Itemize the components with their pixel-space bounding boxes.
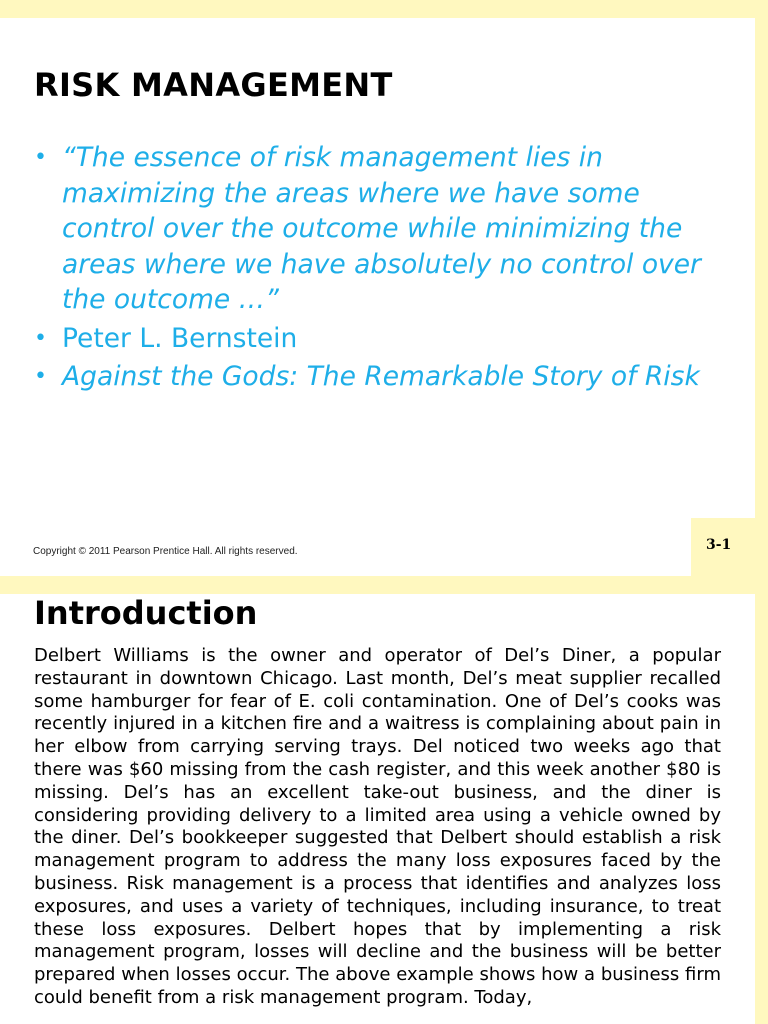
bullet-quote-text: “The essence of risk management lies in maximizing the areas where we have some control over the outcome while minimizing the areas where we have absolutely no control over the outcome …” (62, 142, 701, 315)
page-number: 3-1 (706, 537, 732, 553)
introduction-page (0, 594, 755, 1024)
bullet-icon: • (34, 325, 47, 351)
bullet-author-text: Peter L. Bernstein (62, 322, 298, 354)
bullet-list (34, 140, 734, 398)
bullet-quote (34, 140, 734, 318)
copyright-notice: Copyright © 2011 Pearson Prentice Hall. All rights reserved. (33, 546, 298, 557)
body-paragraph: Delbert Williams is the owner and operator of Del’s Diner, a popular restaurant in downtown Chicago. Last month, Del’s meat supplier recalled some hamburger for fear of E. coli contamination. One of Del’s cooks was recently injured in a kitchen fire and a waitress is complaining about pain in her elbow from carrying serving trays. Del noticed two weeks ago that there was $60 missing from the cash register, and this week another $80 is missing. Del’s has an excellent take-out business, and the diner is considering providing delivery to a limited area using a vehicle owned by the diner. Del’s bookkeeper suggested that Delbert should establish a risk management program to address the many loss exposures faced by the business. Risk management is a process that identifies and analyzes loss exposures, and uses a variety of techniques, including insurance, to treat these loss exposures. Delbert hopes that by implementing a risk management program, losses will decline and the business will be better prepared when losses occur. The above example shows how a business firm could benefit from a risk management program. Today, (34, 645, 721, 1008)
section-heading: Introduction (34, 594, 258, 632)
bullet-icon: • (34, 145, 47, 170)
bullet-book (34, 359, 734, 395)
bullet-book-text: Against the Gods: The Remarkable Story of Risk (62, 361, 700, 392)
bullet-author (34, 321, 734, 357)
slide-1 (0, 18, 755, 576)
bullet-icon: • (34, 364, 47, 389)
slide-title: RISK MANAGEMENT (34, 66, 393, 104)
